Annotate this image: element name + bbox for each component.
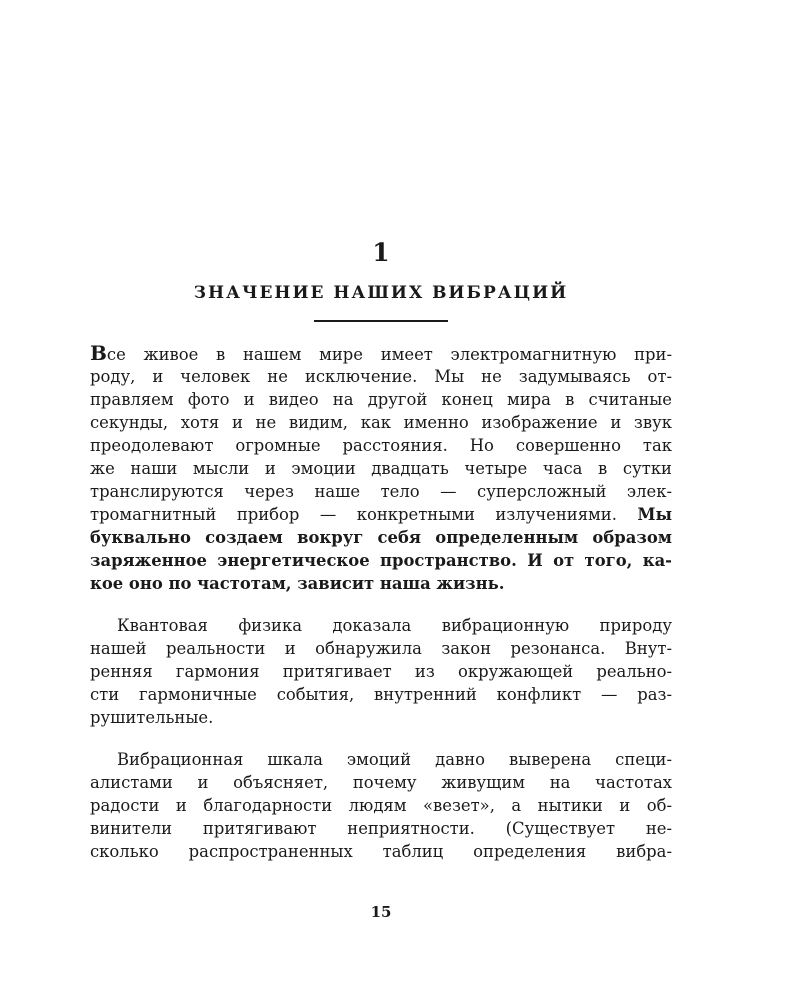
title-underline-rule [314,320,448,322]
text-line: винители притягивают неприятности. (Существует не- [90,819,672,838]
bold-text-line: кое оно по частотам, зависит наша жизнь. [90,574,505,593]
chapter-number: 1 [372,238,390,267]
text-line: правляем фото и видео на другой конец мира в считаные [90,390,672,409]
paragraph-spacer [90,729,672,748]
paragraph-1 [90,342,672,595]
text-line: ренняя гармония притягивает из окружающей реально- [90,662,672,681]
text-line: рушительные. [90,708,214,727]
text-line: радости и благодарности людям «везет», а нытики и об- [90,796,672,815]
book-page [90,0,672,1000]
text-line: транслируются через наше тело — суперсложный элек- [90,482,672,501]
paragraph-3 [90,748,672,863]
text-line: нашей реальности и обнаружила закон резонанса. Внут- [90,639,672,658]
bold-text-line: буквально создаем вокруг себя определенным образом [90,528,672,547]
text-line: сколько распространенных таблиц определения вибра- [90,842,672,861]
drop-cap: В [90,341,107,365]
text-line: Вибрационная шкала эмоций давно выверена специ- [117,750,672,769]
text-line: роду, и человек не исключение. Мы не задумываясь от- [90,367,672,386]
text-line: тромагнитный прибор — конкретными излучениями. Мы [90,505,672,524]
text-line: Все живое в нашем мире имеет электромагнитную при- [90,341,672,365]
page-number: 15 [370,903,392,921]
text-line: Квантовая физика доказала вибрационную природу [117,616,672,635]
paragraph-spacer [90,595,672,614]
bold-text: Мы [637,505,672,524]
text-line: сти гармоничные события, внутренний конфликт — раз- [90,685,672,704]
text-line: преодолевают огромные расстояния. Но совершенно так [90,436,672,455]
text-line: же наши мысли и эмоции двадцать четыре часа в сутки [90,459,672,478]
text-line: секунды, хотя и не видим, как именно изображение и звук [90,413,672,432]
bold-text-line: заряженное энергетическое пространство. И от того, ка- [90,551,672,570]
text-line: алистами и объясняет, почему живущим на частотах [90,773,672,792]
chapter-title: ЗНАЧЕНИЕ НАШИХ ВИБРАЦИЙ [193,283,569,303]
chapter-text [90,342,672,863]
paragraph-2 [90,614,672,729]
